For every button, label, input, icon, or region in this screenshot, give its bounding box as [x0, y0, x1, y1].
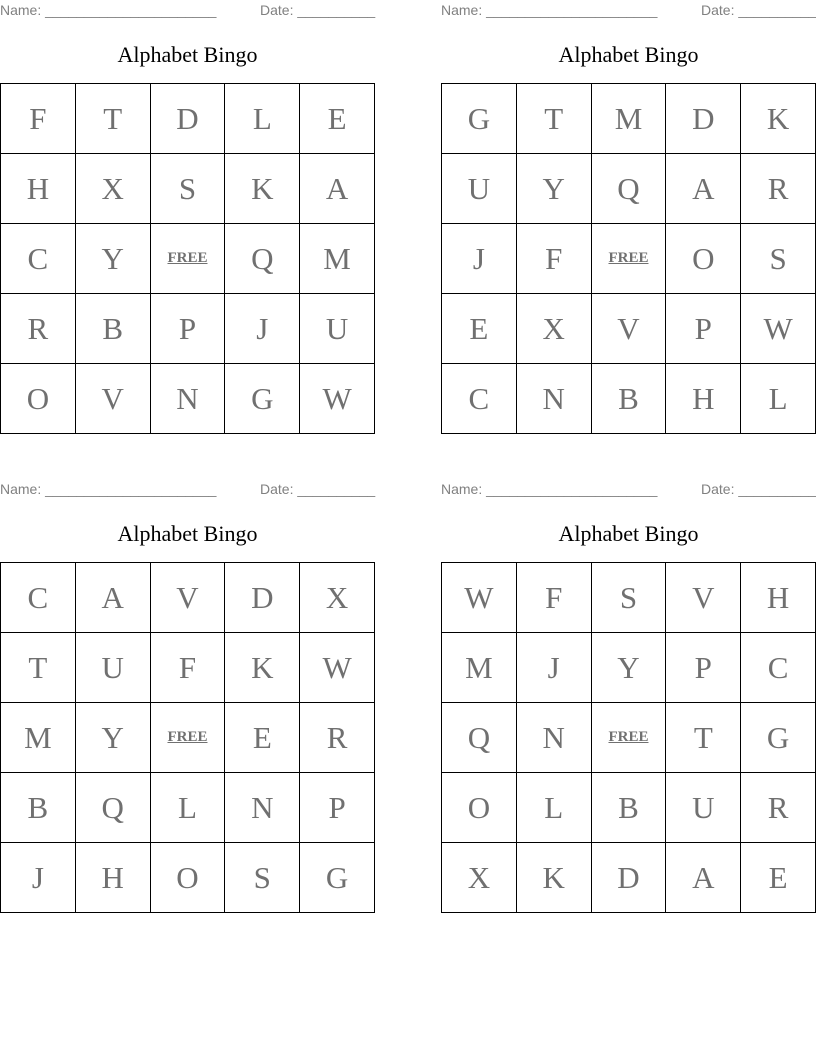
free-space-cell: FREE	[591, 703, 666, 773]
bingo-cell: H	[1, 154, 76, 224]
bingo-cell: H	[741, 563, 816, 633]
bingo-cell: K	[741, 84, 816, 154]
bingo-cell: U	[75, 633, 150, 703]
bingo-cell: H	[75, 843, 150, 913]
bingo-cell: N	[516, 364, 591, 434]
bingo-cell: T	[516, 84, 591, 154]
bingo-cell: Y	[591, 633, 666, 703]
bingo-cell: V	[666, 563, 741, 633]
bingo-cell: L	[225, 84, 300, 154]
bingo-cell: F	[516, 224, 591, 294]
bingo-grid	[441, 562, 816, 913]
bingo-row	[442, 224, 816, 294]
bingo-cell: B	[1, 773, 76, 843]
bingo-cell: U	[666, 773, 741, 843]
bingo-cell: L	[516, 773, 591, 843]
bingo-cell: E	[741, 843, 816, 913]
bingo-cell: X	[75, 154, 150, 224]
card-header	[0, 479, 375, 499]
bingo-cell: T	[1, 633, 76, 703]
bingo-cell: R	[300, 703, 375, 773]
free-space-cell: FREE	[150, 224, 225, 294]
bingo-cell: L	[741, 364, 816, 434]
bingo-cell: E	[442, 294, 517, 364]
free-space-cell: FREE	[150, 703, 225, 773]
bingo-row	[1, 703, 375, 773]
bingo-row	[442, 294, 816, 364]
bingo-cell: G	[741, 703, 816, 773]
bingo-cell: B	[591, 773, 666, 843]
bingo-row	[442, 773, 816, 843]
bingo-cell: O	[666, 224, 741, 294]
bingo-cell: L	[150, 773, 225, 843]
bingo-cell: A	[666, 843, 741, 913]
bingo-row	[1, 563, 375, 633]
bingo-cell: E	[225, 703, 300, 773]
date-field-label: Date: __________	[701, 2, 816, 18]
bingo-row	[442, 154, 816, 224]
bingo-row	[442, 703, 816, 773]
bingo-cell: K	[516, 843, 591, 913]
bingo-card-4	[441, 479, 816, 912]
bingo-cell: Q	[442, 703, 517, 773]
bingo-cell: F	[1, 84, 76, 154]
bingo-cell: N	[150, 364, 225, 434]
bingo-cell: X	[300, 563, 375, 633]
bingo-cell: T	[75, 84, 150, 154]
bingo-cell: B	[75, 294, 150, 364]
bingo-cell: X	[442, 843, 517, 913]
name-field-label: Name: ______________________	[441, 481, 658, 497]
bingo-cell: G	[225, 364, 300, 434]
bingo-cell: S	[741, 224, 816, 294]
bingo-cell: V	[591, 294, 666, 364]
bingo-cell: W	[741, 294, 816, 364]
bingo-cell: V	[75, 364, 150, 434]
bingo-grid	[0, 562, 375, 913]
bingo-cell: U	[300, 294, 375, 364]
bingo-row	[1, 154, 375, 224]
name-field-label: Name: ______________________	[0, 2, 217, 18]
bingo-cell: D	[225, 563, 300, 633]
bingo-cell: F	[150, 633, 225, 703]
bingo-cell: C	[442, 364, 517, 434]
bingo-cell: W	[300, 633, 375, 703]
bingo-cell: M	[1, 703, 76, 773]
bingo-cell: J	[516, 633, 591, 703]
bingo-cell: V	[150, 563, 225, 633]
bingo-row	[442, 563, 816, 633]
bingo-cell: M	[442, 633, 517, 703]
date-field-label: Date: __________	[260, 481, 376, 497]
card-title: Alphabet Bingo	[117, 42, 258, 67]
bingo-row	[442, 843, 816, 913]
bingo-row	[1, 294, 375, 364]
bingo-cell: S	[591, 563, 666, 633]
bingo-cell: J	[225, 294, 300, 364]
bingo-cell: Y	[75, 703, 150, 773]
bingo-cell: M	[591, 84, 666, 154]
bingo-cell: Q	[591, 154, 666, 224]
bingo-cell: A	[300, 154, 375, 224]
bingo-row	[1, 773, 375, 843]
bingo-row	[442, 84, 816, 154]
date-field-label: Date: __________	[260, 2, 376, 18]
bingo-cell: P	[666, 633, 741, 703]
bingo-cell: E	[300, 84, 375, 154]
bingo-cell: P	[666, 294, 741, 364]
bingo-row	[1, 84, 375, 154]
bingo-row	[1, 843, 375, 913]
bingo-cell: O	[1, 364, 76, 434]
bingo-cell: R	[741, 773, 816, 843]
bingo-cell: T	[666, 703, 741, 773]
bingo-grid	[441, 83, 816, 434]
bingo-cell: X	[516, 294, 591, 364]
bingo-cell: C	[741, 633, 816, 703]
bingo-cell: O	[442, 773, 517, 843]
name-field-label: Name: ______________________	[441, 2, 658, 18]
card-title: Alphabet Bingo	[117, 521, 258, 546]
bingo-cell: K	[225, 154, 300, 224]
bingo-cell: A	[75, 563, 150, 633]
bingo-cell: W	[300, 364, 375, 434]
bingo-cell: C	[1, 563, 76, 633]
bingo-cell: H	[666, 364, 741, 434]
bingo-cell: N	[225, 773, 300, 843]
bingo-cell: Y	[75, 224, 150, 294]
bingo-cell: M	[300, 224, 375, 294]
bingo-cell: P	[150, 294, 225, 364]
bingo-card-3	[0, 479, 375, 912]
bingo-cell: R	[1, 294, 76, 364]
bingo-card-1	[0, 0, 375, 433]
bingo-cell: R	[741, 154, 816, 224]
bingo-cell: W	[442, 563, 517, 633]
bingo-cell: D	[666, 84, 741, 154]
bingo-cell: S	[225, 843, 300, 913]
bingo-cell: O	[150, 843, 225, 913]
bingo-cell: G	[442, 84, 517, 154]
bingo-row	[1, 224, 375, 294]
bingo-cell: B	[591, 364, 666, 434]
bingo-row	[442, 364, 816, 434]
bingo-cell: Y	[516, 154, 591, 224]
bingo-cell: N	[516, 703, 591, 773]
bingo-cell: J	[1, 843, 76, 913]
bingo-row	[1, 633, 375, 703]
bingo-card-2	[441, 0, 816, 433]
bingo-cell: P	[300, 773, 375, 843]
free-space-cell: FREE	[591, 224, 666, 294]
bingo-cell: K	[225, 633, 300, 703]
card-header	[0, 0, 375, 20]
date-field-label: Date: __________	[701, 481, 816, 497]
bingo-cell: Q	[75, 773, 150, 843]
bingo-cell: D	[591, 843, 666, 913]
bingo-grid	[0, 83, 375, 434]
bingo-cell: C	[1, 224, 76, 294]
bingo-row	[1, 364, 375, 434]
card-title: Alphabet Bingo	[558, 521, 699, 546]
bingo-cell: G	[300, 843, 375, 913]
card-header	[441, 0, 816, 20]
bingo-cell: S	[150, 154, 225, 224]
bingo-cell: Q	[225, 224, 300, 294]
bingo-cell: F	[516, 563, 591, 633]
bingo-cell: A	[666, 154, 741, 224]
bingo-row	[442, 633, 816, 703]
card-header	[441, 479, 816, 499]
bingo-cell: J	[442, 224, 517, 294]
bingo-cell: U	[442, 154, 517, 224]
bingo-cell: D	[150, 84, 225, 154]
name-field-label: Name: ______________________	[0, 481, 217, 497]
card-title: Alphabet Bingo	[558, 42, 699, 67]
